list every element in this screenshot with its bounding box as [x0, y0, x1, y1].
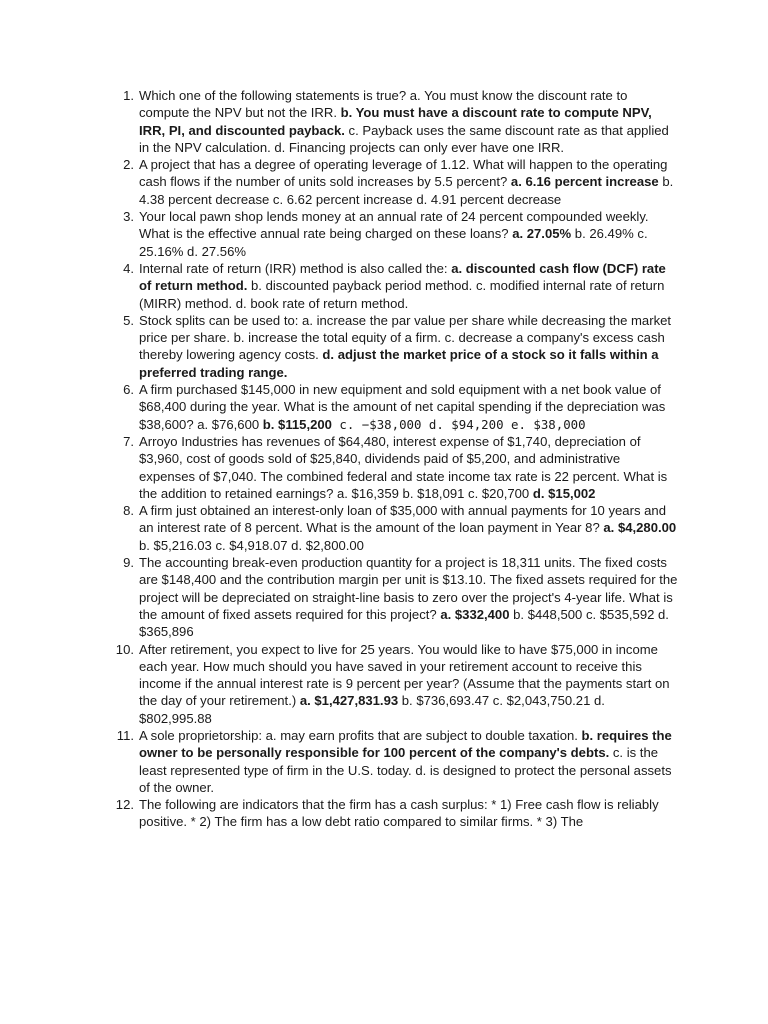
- question-segment: A firm just obtained an interest-only loan of $35,000 with annual payments for 10 years and an interest rate of 8 percent. What is the amount of the loan payment in Year 8?: [139, 503, 666, 536]
- question-text: [139, 554, 678, 640]
- question-segment: A sole proprietorship: a. may earn profits that are subject to double taxation.: [139, 727, 582, 743]
- question-number: 5.: [123, 312, 134, 328]
- question-list: [112, 87, 678, 831]
- correct-answer: d. $15,002: [532, 485, 596, 501]
- question-text: [139, 433, 678, 502]
- question-number: 4.: [123, 260, 134, 276]
- question-text: [139, 502, 678, 554]
- question-text: [139, 641, 678, 727]
- question-text: [139, 796, 678, 831]
- question-number: 10.: [115, 641, 134, 657]
- question-segment: After retirement, you expect to live for 25 years. You would like to have $75,000 in income each year. How much should you have saved in your retirement account to receive this income if the annual interest rate is 9 percent per year? (Assume that the payments start on the day of your retirement.): [139, 641, 670, 709]
- question-item: [112, 641, 678, 727]
- question-number: 7.: [123, 433, 134, 449]
- question-segment: A firm purchased $145,000 in new equipment and sold equipment with a net book value of $68,400 during the year. What is the amount of net capital spending if the depreciation was $38,600? a. $76,600: [139, 382, 666, 432]
- question-item: [112, 156, 678, 208]
- question-item: [112, 312, 678, 381]
- question-segment: b. 4.38 percent decrease c. 6.62 percent increase d. 4.91 percent decrease: [139, 174, 674, 207]
- correct-answer: a. 6.16 percent increase: [510, 174, 659, 190]
- correct-answer: a. $332,400: [440, 606, 510, 622]
- question-item: [112, 727, 678, 796]
- question-segment: Your local pawn shop lends money at an annual rate of 24 percent compounded weekly. What is the effective annual rate being charged on these loans?: [139, 209, 649, 242]
- question-item: [112, 87, 678, 156]
- question-item: [112, 433, 678, 502]
- question-text: [139, 208, 678, 260]
- correct-answer: a. $1,427,831.93: [299, 693, 399, 709]
- question-number: 3.: [123, 209, 134, 225]
- question-text: [139, 727, 678, 796]
- question-segment: c. is the least represented type of firm in the U.S. today. d. is designed to protect the personal assets of the owner.: [139, 745, 672, 795]
- question-segment: A project that has a degree of operating leverage of 1.12. What will happen to the operating cash flows if the number of units sold increases by 5.5 percent?: [139, 157, 668, 190]
- correct-answer: b. You must have a discount rate to compute NPV, IRR, PI, and discounted payback.: [139, 105, 652, 138]
- question-number: 8.: [123, 503, 134, 519]
- question-number: 11.: [116, 727, 134, 743]
- correct-answer: a. discounted cash flow (DCF) rate of return method.: [139, 260, 666, 294]
- question-number: 6.: [123, 382, 134, 398]
- question-number: 12.: [115, 797, 134, 813]
- question-segment: b. $736,693.47 c. $2,043,750.21 d. $802,995.88: [139, 693, 605, 726]
- question-number: 2.: [123, 157, 134, 173]
- question-segment: Stock splits can be used to: a. increase the par value per share while decreasing the market price per share. b. increase the total equity of a firm. c. decrease a company's excess cash thereby lowering agency costs.: [139, 312, 672, 363]
- question-text: [139, 312, 678, 381]
- question-segment: Internal rate of return (IRR) method is also called the:: [139, 260, 452, 276]
- question-item: [112, 796, 678, 831]
- question-segment: b. 26.49% c. 25.16% d. 27.56%: [139, 226, 648, 259]
- correct-answer: b. requires the owner to be personally responsible for 100 percent of the company's debts.: [139, 727, 672, 761]
- question-segment: b. discounted payback period method. c. modified internal rate of return (MIRR) method. d. book rate of return method.: [139, 278, 665, 311]
- correct-answer: a. 27.05%: [512, 226, 572, 242]
- question-text: [139, 381, 678, 433]
- question-segment: c. −$38,000 d. $94,200 e. $38,000: [331, 416, 586, 432]
- correct-answer: a. $4,280.00: [603, 520, 677, 536]
- question-text: [139, 156, 678, 208]
- question-segment: c. Payback uses the same discount rate as that applied in the NPV calculation. d. Financing projects can only ever have one IRR.: [139, 122, 669, 155]
- question-number: 9.: [123, 555, 134, 571]
- question-segment: Which one of the following statements is true? a. You must know the discount rate to compute the NPV but not the IRR.: [139, 88, 628, 121]
- question-segment: The accounting break-even production quantity for a project is 18,311 units. The fixed costs are $148,400 and the contribution margin per unit is $13.10. The fixed assets required for the project will be depreciated on straight-line basis to zero over the project's 4-year life. What is the amount of fixed assets required for this project?: [139, 555, 678, 622]
- question-segment: b. $448,500 c. $535,592 d. $365,896: [139, 606, 669, 640]
- question-segment: Arroyo Industries has revenues of $64,480, interest expense of $1,740, depreciation of $3,960, cost of goods sold of $25,840, dividends paid of $5,200, and administrative expenses of $7,040. The combined federal and state income tax rate is 22 percent. What is the addition to retained earnings? a. $16,359 b. $18,091 c. $20,700: [139, 433, 668, 501]
- correct-answer: b. $115,200: [262, 416, 332, 432]
- question-text: [139, 87, 678, 156]
- correct-answer: d. adjust the market price of a stock so it falls within a preferred trading range.: [139, 347, 659, 380]
- question-item: [112, 208, 678, 260]
- question-number: 1.: [123, 88, 134, 103]
- question-text: [139, 260, 678, 312]
- question-segment: b. $5,216.03 c. $4,918.07 d. $2,800.00: [139, 537, 364, 553]
- question-item: [112, 554, 678, 640]
- question-item: [112, 502, 678, 554]
- question-item: [112, 381, 678, 433]
- question-item: [112, 260, 678, 312]
- question-segment: The following are indicators that the firm has a cash surplus: * 1) Free cash flow is reliably positive. * 2) The firm has a low debt ratio compared to similar firms. * 3) The: [139, 797, 659, 830]
